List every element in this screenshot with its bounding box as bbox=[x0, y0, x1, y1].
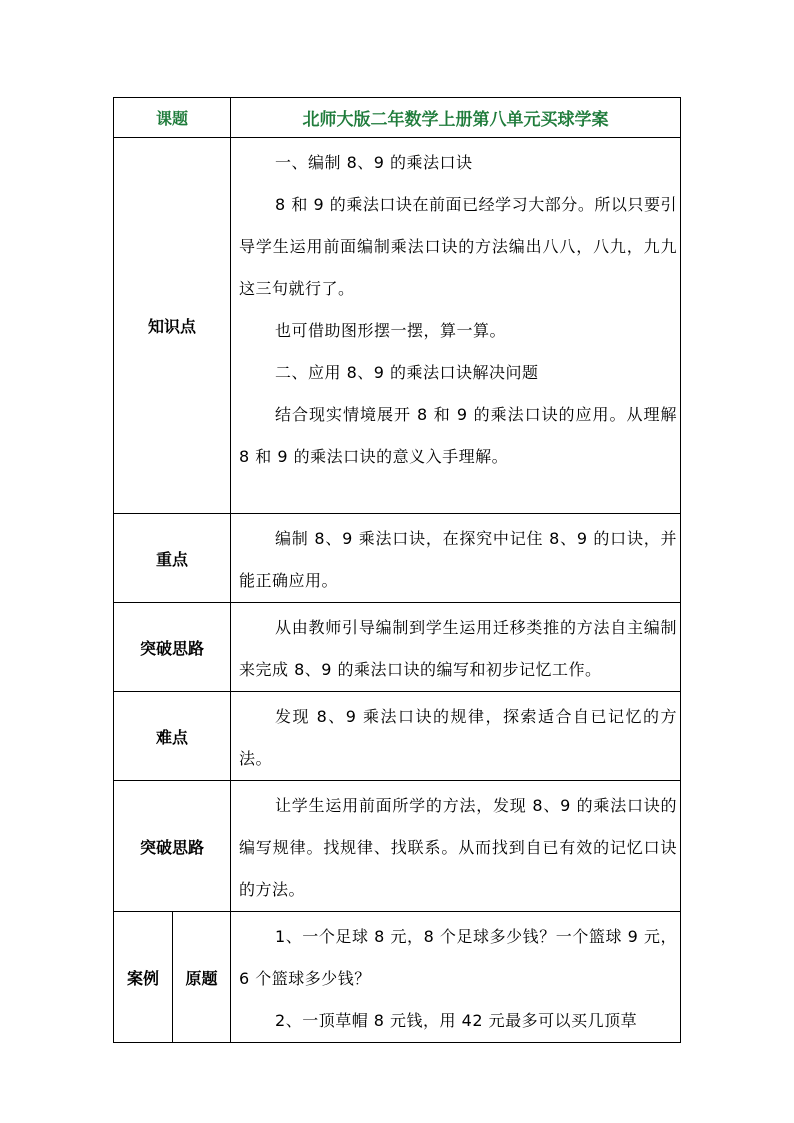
example-paragraph: 2、一顶草帽 8 元钱，用 42 元最多可以买几顶草 bbox=[275, 1011, 638, 1030]
breakthrough-content-1 bbox=[231, 603, 681, 692]
lesson-plan-table bbox=[113, 97, 681, 1043]
breakthrough-text-1: 从由教师引导编制到学生运用迁移类推的方法自主编制来完成 8、9 的乘法口诀的编写和初步记忆工作。 bbox=[239, 618, 678, 679]
breakthrough-label-2: 突破思路 bbox=[114, 781, 231, 912]
example-sublabel: 原题 bbox=[173, 912, 231, 1043]
example-paragraph: 1、一个足球 8 元，8 个足球多少钱？一个篮球 9 元，6 个篮球多少钱？ bbox=[239, 927, 678, 988]
knowledge-paragraph: 结合现实情境展开 8 和 9 的乘法口诀的应用。从理解 8 和 9 的乘法口诀的意义入手理解。 bbox=[239, 405, 678, 466]
knowledge-content bbox=[231, 138, 681, 514]
difficulty-text: 发现 8、9 乘法口诀的规律，探索适合自已记忆的方法。 bbox=[239, 707, 678, 768]
example-content bbox=[231, 912, 681, 1043]
difficulty-row bbox=[114, 692, 681, 781]
knowledge-label: 知识点 bbox=[114, 138, 231, 514]
breakthrough-text-2: 让学生运用前面所学的方法，发现 8、9 的乘法口诀的编写规律。找规律、找联系。从而找到自已有效的记忆口诀的方法。 bbox=[239, 796, 678, 899]
difficulty-label: 难点 bbox=[114, 692, 231, 781]
breakthrough-content-2 bbox=[231, 781, 681, 912]
difficulty-content bbox=[231, 692, 681, 781]
breakthrough-row-1 bbox=[114, 603, 681, 692]
key-point-text: 编制 8、9 乘法口诀，在探究中记住 8、9 的口诀，并能正确应用。 bbox=[239, 529, 678, 590]
key-point-label: 重点 bbox=[114, 514, 231, 603]
header-label: 课题 bbox=[114, 98, 231, 138]
example-row bbox=[114, 912, 681, 1043]
knowledge-paragraph: 二、应用 8、9 的乘法口诀解决问题 bbox=[275, 363, 539, 382]
knowledge-row bbox=[114, 138, 681, 514]
page-title: 北师大版二年数学上册第八单元买球学案 bbox=[231, 98, 681, 138]
knowledge-paragraph: 也可借助图形摆一摆，算一算。 bbox=[275, 321, 507, 340]
key-point-row bbox=[114, 514, 681, 603]
breakthrough-label-1: 突破思路 bbox=[114, 603, 231, 692]
knowledge-paragraph: 8 和 9 的乘法口诀在前面已经学习大部分。所以只要引导学生运用前面编制乘法口诀的方法编出八八，八九，九九这三句就行了。 bbox=[239, 195, 678, 298]
knowledge-paragraph: 一、编制 8、9 的乘法口诀 bbox=[275, 153, 473, 172]
example-label: 案例 bbox=[114, 912, 173, 1043]
breakthrough-row-2 bbox=[114, 781, 681, 912]
header-row bbox=[114, 98, 681, 138]
key-point-content bbox=[231, 514, 681, 603]
